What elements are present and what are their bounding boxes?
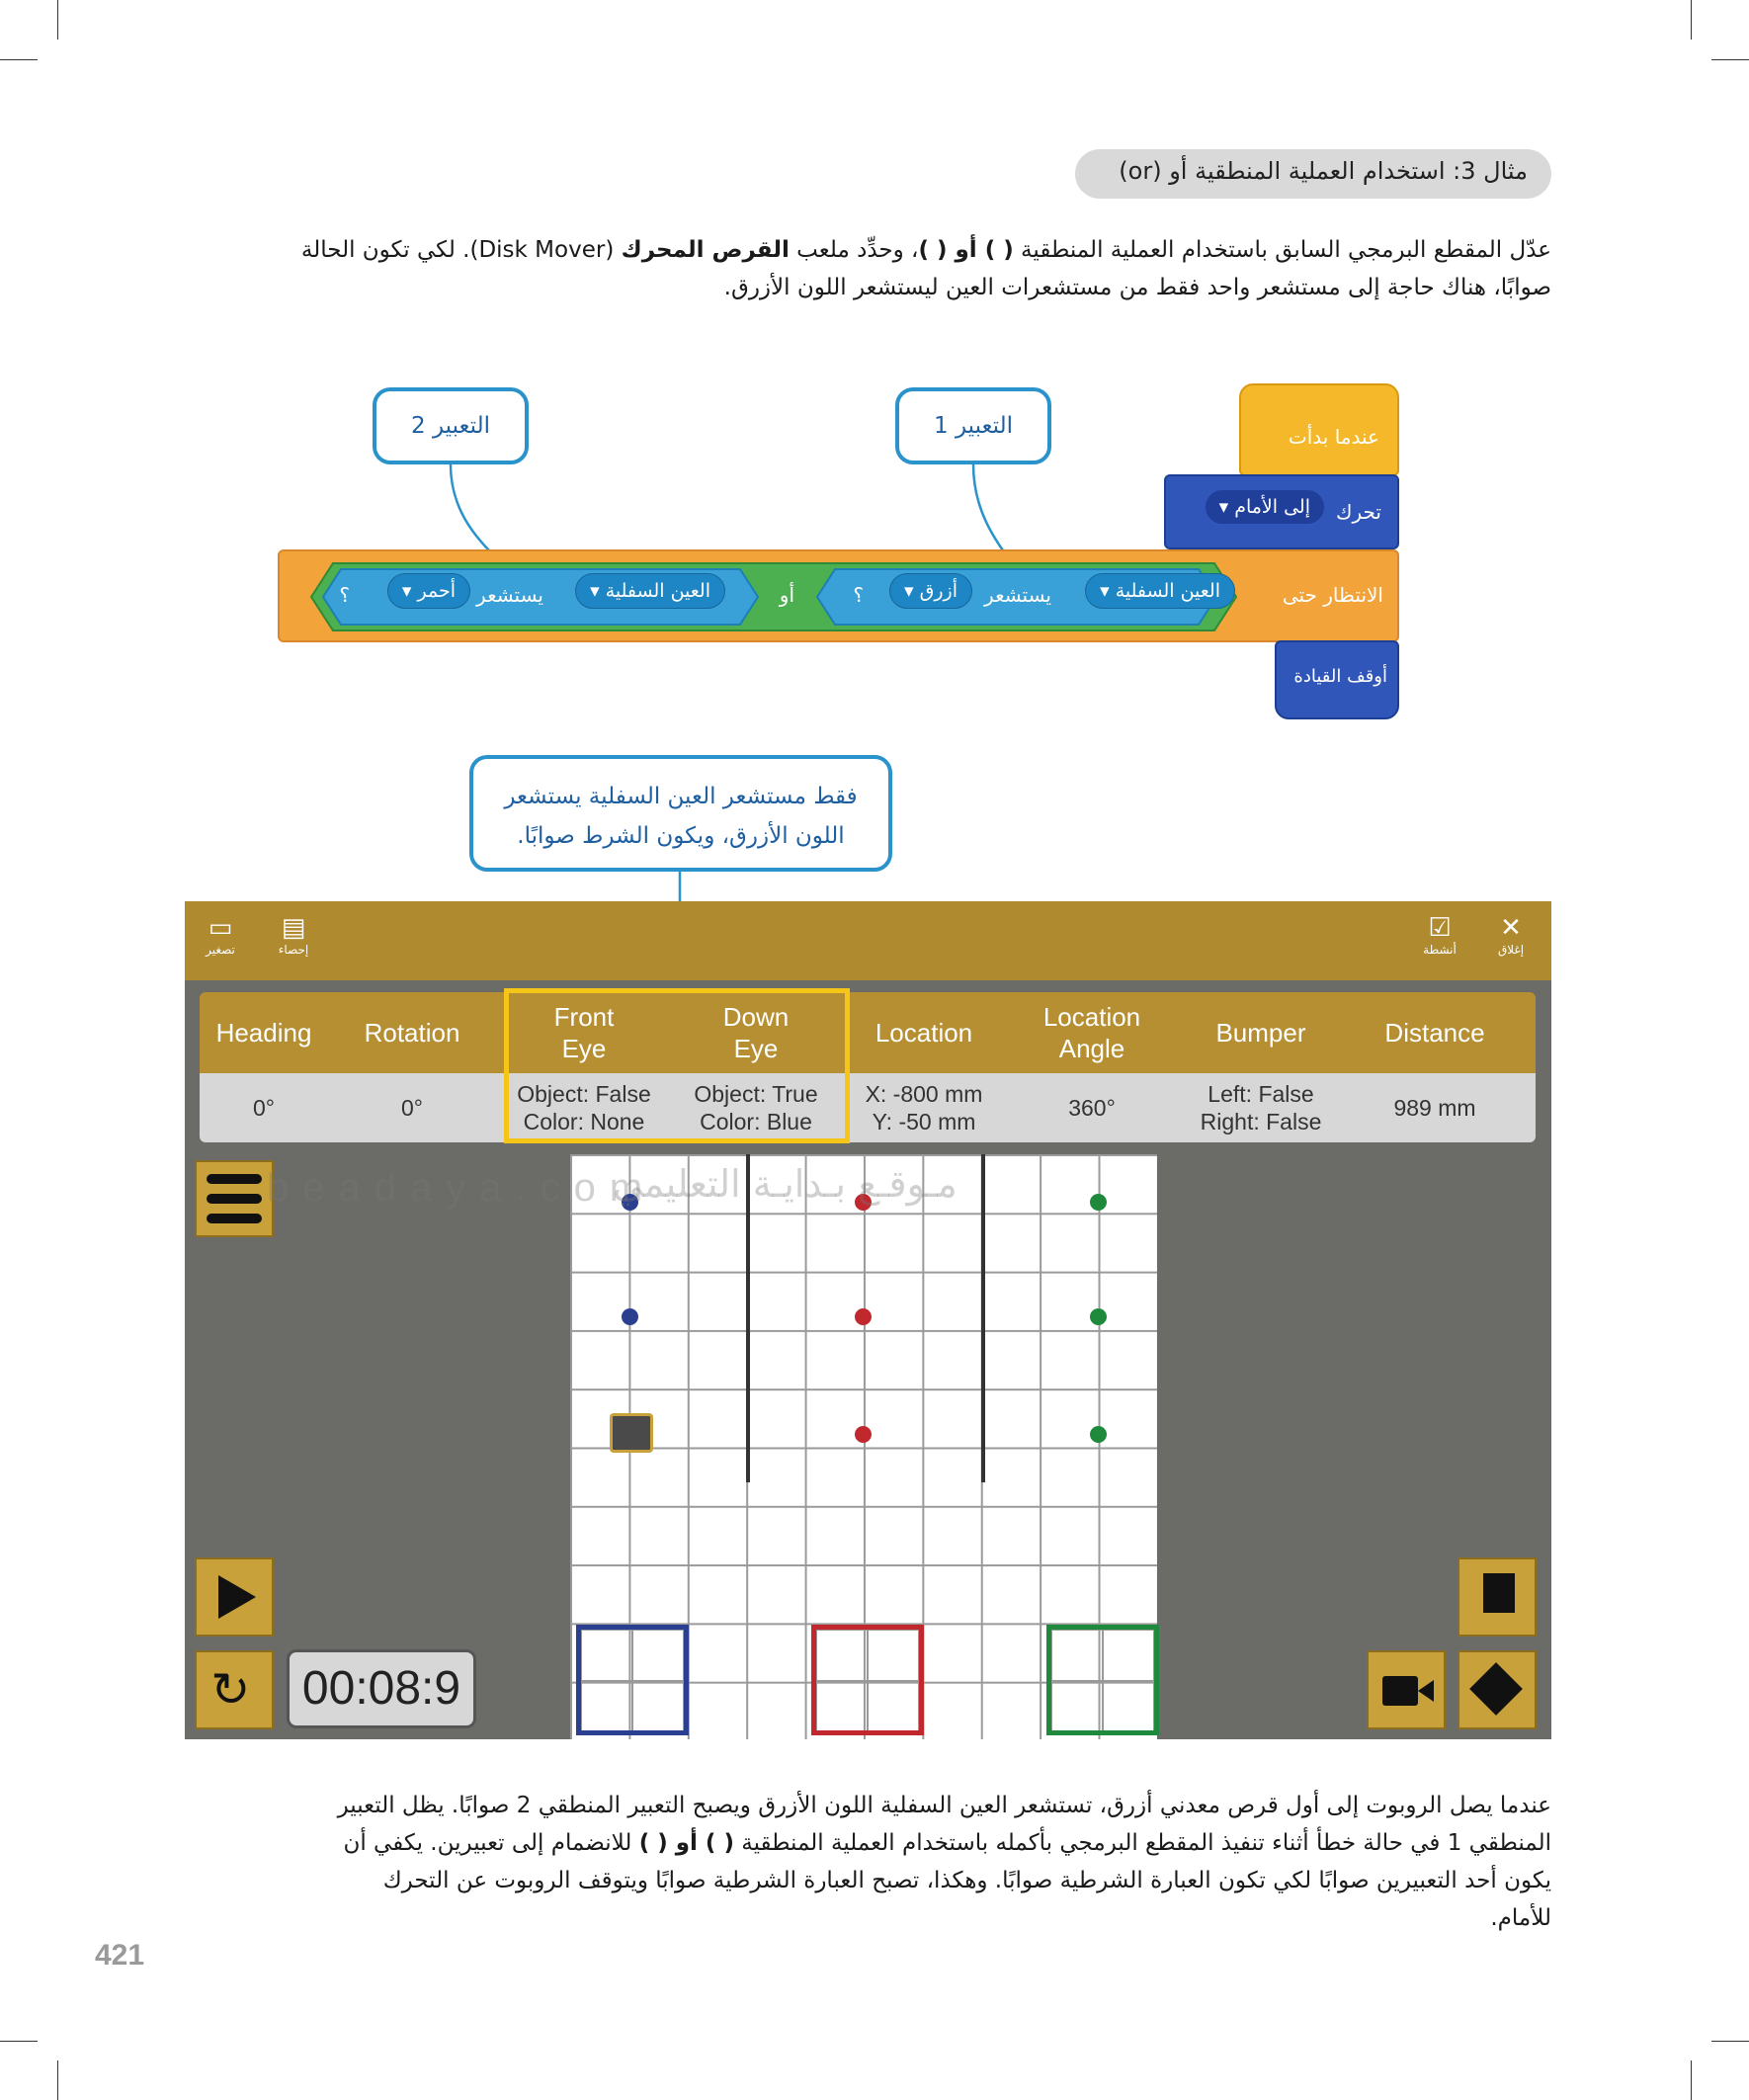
camera-angle-icon — [1469, 1662, 1523, 1716]
explanation-line-1: عندما يصل الروبوت إلى أول قرص معدني أزرق، تستشعر العين السفلية اللون الأزرق ويصبح التعبير المنطقي 2 صوابًا. يظل التعبير — [337, 1793, 1551, 1818]
val-heading: 0° — [253, 1095, 275, 1121]
stop-driving-block[interactable]: أوقف القيادة — [1275, 640, 1399, 719]
val-bumper: Left: False Right: False — [1200, 1081, 1322, 1134]
play-icon — [218, 1575, 256, 1619]
intro-line-1: عدّل المقطع البرمجي السابق باستخدام العملية المنطقية ( ) أو ( )، وحدِّد ملعب القرص المحرك (Disk Mover). لكي تكون الحالة — [300, 237, 1551, 263]
timer-display: 00:08:9 — [287, 1649, 476, 1728]
wait-until-block[interactable]: الانتظار حتى العين السفلية ▾ يستشعر أزرق ▾ ؟ أو العين السفلية ▾ يستشعر أحمر ▾ ؟ — [278, 549, 1399, 642]
explanation-paragraph — [182, 1787, 1551, 1937]
val-location-angle: 360° — [1068, 1095, 1116, 1121]
window-icon: ▭ — [208, 913, 233, 943]
eye-sensors-highlight — [504, 988, 850, 1143]
watermark: beadaya.com — [267, 1166, 657, 1210]
expr1-sensor-dropdown[interactable]: العين السفلية ▾ — [1085, 573, 1235, 609]
crop-mark — [57, 2060, 58, 2100]
watermark-arabic: مـوقـع بـدايـة التعليمي — [613, 1162, 958, 1206]
goal-zone-green — [1046, 1625, 1159, 1735]
val-location: X: -800 mm Y: -50 mm — [865, 1081, 983, 1134]
play-button[interactable] — [195, 1557, 274, 1637]
video-camera-icon — [1382, 1676, 1418, 1706]
callout-note: فقط مستشعر العين السفلية يستشعر اللون الأزرق، ويكون الشرط صوابًا. — [469, 755, 892, 872]
intro-line-2: صوابًا، هناك حاجة إلى مستشعر واحد فقط من مستشعرات العين ليستشعر اللون الأزرق. — [723, 275, 1551, 300]
crop-mark — [1691, 2060, 1692, 2100]
callout-expression-2: التعبير 2 — [373, 387, 529, 464]
expr2-color-dropdown[interactable]: أحمر ▾ — [387, 573, 470, 609]
col-front-eye: Front Eye — [553, 1002, 615, 1063]
disk-red — [855, 1308, 872, 1325]
robot-view-button[interactable] — [1458, 1557, 1537, 1637]
col-down-eye: Down Eye — [722, 1002, 790, 1063]
drive-block[interactable]: تحرك إلى الأمام ▾ — [1164, 474, 1399, 549]
stats-icon: ▤ — [281, 913, 306, 943]
val-down-eye: Object: True Color: Blue — [694, 1081, 818, 1134]
goal-zone-blue — [576, 1625, 689, 1735]
example-title: مثال 3: استخدام العملية المنطقية أو (or) — [1119, 157, 1528, 185]
expr1-color-dropdown[interactable]: أزرق ▾ — [889, 573, 972, 609]
explanation-line-4: للأمام. — [1490, 1905, 1551, 1931]
stats-button[interactable]: ▤ إحصاء — [272, 913, 315, 957]
col-location-angle: Location Angle — [1042, 1002, 1141, 1063]
close-icon: ✕ — [1500, 913, 1522, 943]
expr1-question-mark: ؟ — [853, 583, 864, 607]
close-button[interactable]: ✕ إغلاق — [1489, 913, 1533, 957]
sensor-table-values — [200, 1073, 1536, 1142]
disk-green — [1090, 1426, 1107, 1443]
when-started-block[interactable]: عندما بدأت — [1239, 383, 1399, 476]
expr1-detects-label: يستشعر — [984, 583, 1051, 607]
activity-button[interactable]: ☑ أنشطة — [1418, 913, 1461, 957]
disk-green — [1090, 1194, 1107, 1211]
explanation-line-2: المنطقي 1 في حالة خطأ أثناء تنفيذ المقطع البرمجي بأكمله باستخدام العملية المنطقية ( ) أو ( ) للانضمام إلى تعبيرين. يكفي أن — [343, 1830, 1551, 1856]
fixed-camera-button[interactable] — [1367, 1650, 1446, 1729]
val-distance: 989 mm — [1393, 1095, 1476, 1121]
col-distance: Distance — [1384, 1018, 1485, 1048]
page-number: 421 — [95, 1939, 145, 1972]
disk-red — [855, 1426, 872, 1443]
goal-zone-red — [811, 1625, 924, 1735]
expr2-question-mark: ؟ — [339, 583, 350, 607]
robot-camera-icon — [1483, 1573, 1515, 1613]
hamburger-icon — [207, 1174, 262, 1184]
disk-blue — [622, 1308, 638, 1325]
col-heading: Heading — [215, 1018, 312, 1048]
menu-button[interactable] — [195, 1160, 274, 1237]
checkbox-icon: ☑ — [1428, 913, 1452, 943]
drive-direction-dropdown[interactable]: إلى الأمام ▾ — [1206, 490, 1324, 524]
vexcode-simulator — [185, 901, 1551, 1739]
reset-icon: ↻ — [210, 1662, 251, 1718]
col-location: Location — [874, 1018, 973, 1048]
disk-green — [1090, 1308, 1107, 1325]
disk-mover-playground — [570, 1154, 1157, 1739]
val-rotation: 0° — [401, 1095, 423, 1121]
explanation-line-3: يكون أحد التعبيرين صوابًا لكي تكون العبارة الشرطية صوابًا. وهكذا، تصبح العبارة الشرطية صوابًا ويتوقف الروبوت عن التحرك — [382, 1868, 1551, 1893]
wall — [981, 1154, 985, 1482]
crop-mark — [0, 2041, 38, 2042]
expr2-sensor-dropdown[interactable]: العين السفلية ▾ — [575, 573, 725, 609]
robot-icon — [610, 1413, 653, 1453]
val-front-eye: Object: False Color: None — [517, 1081, 651, 1134]
sensor-table-header — [200, 992, 1536, 1073]
expr2-detects-label: يستشعر — [476, 583, 543, 607]
col-rotation: Rotation — [364, 1018, 460, 1048]
callout-expression-1: التعبير 1 — [895, 387, 1051, 464]
simulator-toolbar — [185, 901, 1551, 980]
crop-mark — [1711, 2041, 1749, 2042]
reset-button[interactable] — [195, 1650, 274, 1729]
follow-camera-button[interactable] — [1458, 1650, 1537, 1729]
or-label: أو — [779, 583, 794, 607]
col-bumper: Bumper — [1215, 1018, 1306, 1048]
minimize-button[interactable]: ▭ تصغير — [199, 913, 242, 957]
